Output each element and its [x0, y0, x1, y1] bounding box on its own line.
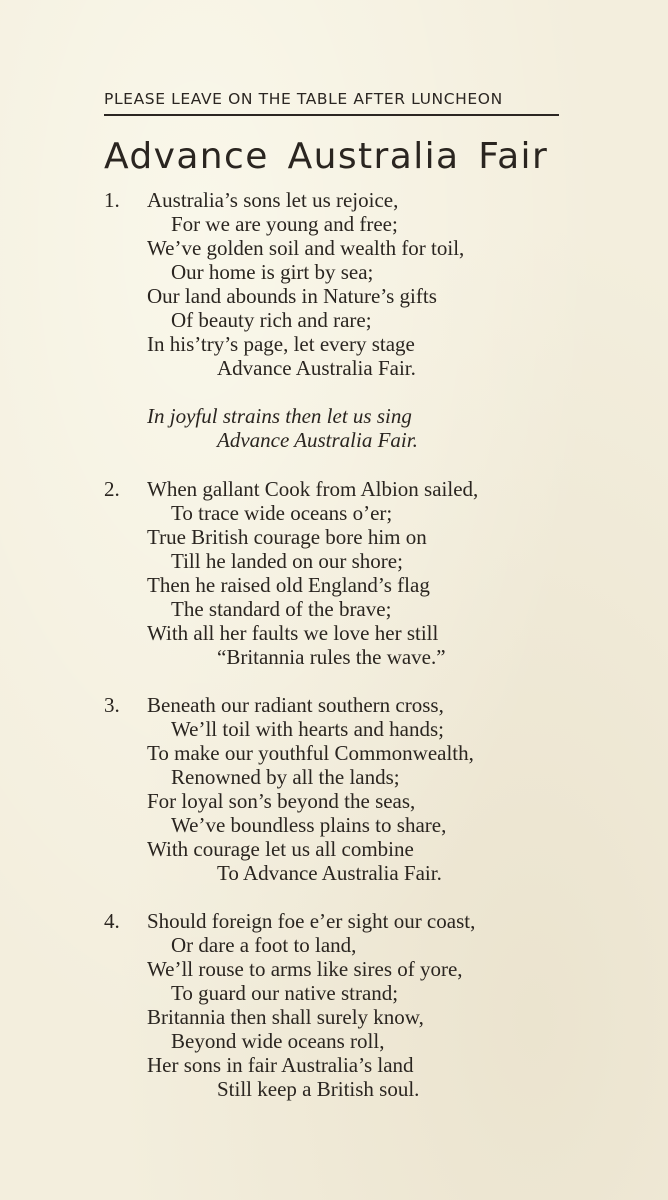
refrain-line: In joyful strains then let us sing — [147, 404, 412, 428]
refrain — [104, 404, 624, 452]
verse-line: Of beauty rich and rare; — [171, 308, 372, 332]
verse-line: Beneath our radiant southern cross, — [147, 693, 444, 717]
verse-line: We’ve boundless plains to share, — [171, 813, 447, 837]
verse-line: When gallant Cook from Albion sailed, — [147, 477, 479, 501]
verse-line: Advance Australia Fair. — [217, 356, 416, 380]
verse-line: Beyond wide oceans roll, — [171, 1029, 385, 1053]
verse-line: Our land abounds in Nature’s gifts — [147, 284, 437, 308]
verse-line: For loyal son’s beyond the seas, — [147, 789, 416, 813]
verse-line: Our home is girt by sea; — [171, 260, 374, 284]
verse-line: With all her faults we love her still — [147, 621, 439, 645]
verse-number: 4. — [104, 909, 120, 933]
verse-number: 1. — [104, 188, 120, 212]
verse-4 — [104, 909, 624, 1101]
header-rule — [104, 114, 559, 116]
verse-number: 2. — [104, 477, 120, 501]
verse-line: “Britannia rules the wave.” — [217, 645, 446, 669]
verse-line: In his’try’s page, let every stage — [147, 332, 415, 356]
verse-line: The standard of the brave; — [171, 597, 392, 621]
verse-line: Britannia then shall surely know, — [147, 1005, 424, 1029]
verse-line: Australia’s sons let us rejoice, — [147, 188, 399, 212]
verse-line: Renowned by all the lands; — [171, 765, 400, 789]
verse-line: Should foreign foe e’er sight our coast, — [147, 909, 476, 933]
verse-line: We’ll rouse to arms like sires of yore, — [147, 957, 463, 981]
verse-line: To guard our native strand; — [171, 981, 399, 1005]
verse-number: 3. — [104, 693, 120, 717]
verse-line: Still keep a British soul. — [217, 1077, 420, 1101]
verse-1 — [104, 188, 624, 380]
verse-line: To Advance Australia Fair. — [217, 861, 442, 885]
verse-line: Till he landed on our shore; — [171, 549, 403, 573]
refrain-line: Advance Australia Fair. — [217, 428, 418, 452]
verse-line: To make our youthful Commonwealth, — [147, 741, 474, 765]
verse-line: For we are young and free; — [171, 212, 398, 236]
verse-line: True British courage bore him on — [147, 525, 427, 549]
table-notice: PLEASE LEAVE ON THE TABLE AFTER LUNCHEON — [104, 90, 503, 108]
song-title: Advance Australia Fair — [104, 136, 549, 177]
verse-line: Her sons in fair Australia’s land — [147, 1053, 414, 1077]
verse-line: We’ll toil with hearts and hands; — [171, 717, 444, 741]
verse-3 — [104, 693, 624, 885]
verse-line: Then he raised old England’s flag — [147, 573, 430, 597]
verse-line: To trace wide oceans o’er; — [171, 501, 393, 525]
verse-2 — [104, 477, 624, 669]
verse-line: Or dare a foot to land, — [171, 933, 357, 957]
verse-line: We’ve golden soil and wealth for toil, — [147, 236, 465, 260]
verse-line: With courage let us all combine — [147, 837, 414, 861]
